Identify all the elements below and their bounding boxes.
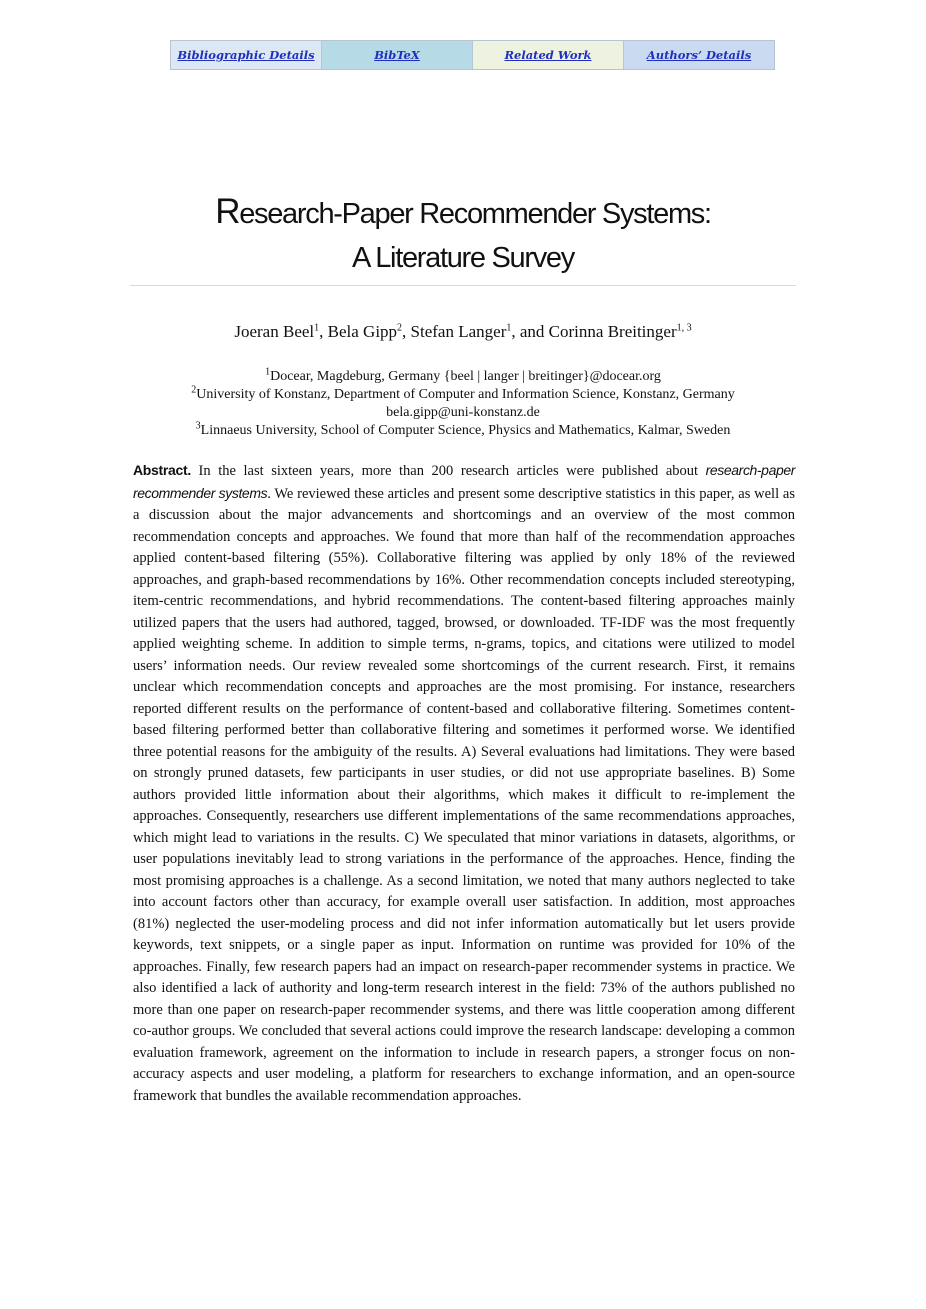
author-name: Stefan Langer [410,322,507,341]
author-affiliation-mark: 1 [506,322,512,334]
author-name: Bela Gipp [327,322,398,341]
abstract-intro: In the last sixteen years, more than 200 research articles were published about [190,463,706,479]
author-affiliation-mark: 1 [314,322,320,334]
affiliation-line [130,386,796,404]
affiliation-line [130,422,796,440]
affiliation-list [130,368,796,440]
affiliation-mark: 3 [195,420,201,432]
nav-tab-bibtex[interactable]: BibTeX [322,41,473,69]
affiliation-email: bela.gipp@uni-konstanz.de [386,405,540,420]
paper-title-line-1 [130,190,796,236]
affiliation-line [130,368,796,386]
title-line-1-rest: esearch-Paper Recommender Systems: [239,198,711,230]
author-separator: , [319,322,328,341]
top-nav-bar [170,40,775,70]
abstract-term: research-paper recommender systems [133,462,795,501]
nav-tab-bibliographic-details[interactable]: Bibliographic Details [171,41,322,69]
affiliation-text: Linnaeus University, School of Computer Science, Physics and Mathematics, Kalmar, Sweden [200,423,731,438]
author-affiliation-mark: 1, 3 [676,322,692,334]
title-initial: R [215,192,240,231]
author-name: Corinna Breitinger [548,322,677,341]
title-divider [130,285,796,286]
nav-tab-authors-details[interactable]: Authors’ Details [624,41,774,69]
paper-title-line-2: A Literature Survey [352,242,574,274]
abstract-paragraph [133,460,795,1107]
affiliation-mark: 1 [265,366,271,378]
abstract-label: Abstract. [133,462,191,478]
affiliation-text: University of Konstanz, Department of Computer and Information Science, Konstanz, Germany [196,387,735,402]
paper-title [130,190,796,280]
affiliation-line [130,404,796,422]
affiliation-text: Docear, Magdeburg, Germany {beel | langer | breitinger}@docear.org [270,369,661,384]
author-separator: , and [511,322,549,341]
affiliation-mark: 2 [191,384,197,396]
nav-tab-related-work[interactable]: Related Work [473,41,624,69]
author-name: Joeran Beel [234,322,315,341]
author-affiliation-mark: 2 [397,322,403,334]
abstract-body: . We reviewed these articles and present some descriptive statistics in this paper, as well as a discussion about the major advancements and shortcomings and an overview of the most common recommendation concepts and approaches. We found that more than half of the recommendation approaches applied content-based filtering (55%). Collaborative filtering was applied by only 18% of the reviewed approaches, and graph-based recommendations by 16%. Other recommendation concepts included stereotyping, item-centric recommendations, and hybrid recommendations. The content-based filtering approaches mainly utilized papers that the users had authored, tagged, browsed, or downloaded. TF-IDF was the most frequently applied weighting scheme. In addition to simple terms, n-grams, topics, and citations were utilized to model users’ information needs. Our review revealed some shortcomings of the current research. First, it remains unclear which recommendation concepts and approaches are the most promising. For instance, researchers reported different results on the performance of content-based and collaborative filtering. Sometimes content-based filtering performed better than collaborative filtering and sometimes it performed worse. We identified three potential reasons for the ambiguity of the results. A) Several evaluations had limitations. They were based on strongly pruned datasets, few participants in user studies, or did not use appropriate baselines. B) Some authors provided little information about their algorithms, which makes it difficult to re-implement the approaches. Consequently, researchers use different implementations of the same recommendations approaches, which might lead to variations in the results. C) We speculated that minor variations in datasets, algorithms, or user populations inevitably lead to strong variations in the performance of the approaches. Hence, finding the most promising approaches is a challenge. As a second limitation, we noted that many authors neglected to take into account factors other than accuracy, for example overall user satisfaction. In addition, most approaches (81%) neglected the user-modeling process and did not infer information automatically but let users provide keywords, text snippets, or a single paper as input. Information on runtime was provided for 10% of the approaches. Finally, few research papers had an impact on research-paper recommender systems in practice. We also identified a lack of authority and long-term research interest in the field: 73% of the authors published no more than one paper on research-paper recommender systems, and there was little cooperation among different co-author groups. We concluded that several actions could improve the research landscape: developing a common evaluation framework, agreement on the information to include in research papers, a stronger focus on non-accuracy aspects and user modeling, a platform for researchers to exchange information, and an open-source framework that bundles the available recommendation approaches. [133,485,795,1104]
author-list [130,320,796,344]
author-separator: , [402,322,411,341]
